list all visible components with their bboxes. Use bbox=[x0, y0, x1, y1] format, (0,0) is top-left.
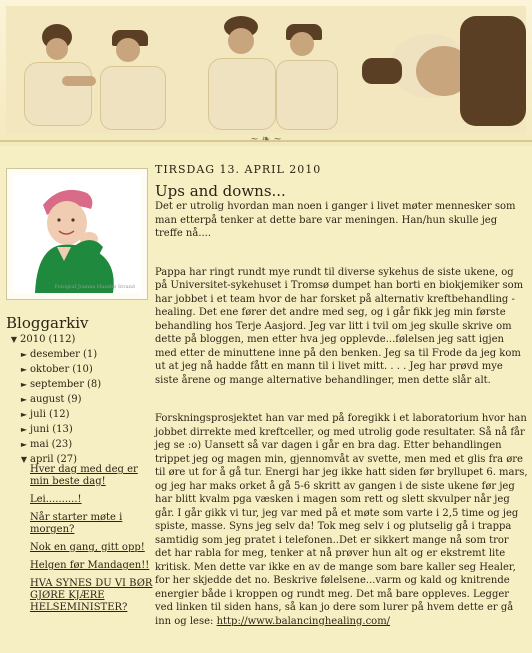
archive-post-link[interactable]: Nok en gang, gitt opp! bbox=[30, 542, 145, 553]
expand-arrow-icon[interactable]: ► bbox=[20, 410, 28, 419]
post-body bbox=[155, 200, 528, 653]
expand-arrow-icon[interactable]: ► bbox=[20, 365, 28, 374]
expand-arrow-icon[interactable]: ► bbox=[20, 395, 28, 404]
profile-photo bbox=[13, 175, 141, 293]
collapse-arrow-icon[interactable]: ▼ bbox=[10, 335, 18, 344]
archive-month-count: (12) bbox=[48, 409, 70, 420]
blog-header bbox=[0, 0, 532, 146]
archive-month-count: (1) bbox=[82, 349, 98, 360]
archive-year-count: (112) bbox=[48, 334, 76, 345]
archive-month-label[interactable]: mai bbox=[30, 439, 49, 450]
archive-month-oktober[interactable] bbox=[8, 362, 154, 377]
archive-month-desember[interactable] bbox=[8, 347, 154, 362]
post-intro: Det er utrolig hvordan man noen i ganger i livet møter mennesker som man etterpå tenker at dette bare var meningen. Han/hun skulle jeg treffe nå.... bbox=[155, 201, 516, 239]
archive-title: Bloggarkiv bbox=[6, 314, 89, 332]
post-date: TIRSDAG 13. APRIL 2010 bbox=[155, 163, 322, 176]
archive-month-label[interactable]: april bbox=[30, 454, 54, 465]
archive-month-count: (8) bbox=[86, 379, 102, 390]
banner-figure-3 bbox=[202, 16, 282, 134]
post-paragraph bbox=[155, 412, 528, 628]
archive-post-link[interactable]: Lei..........! bbox=[30, 494, 82, 505]
header-ornament: ~ ❧ ~ bbox=[250, 134, 282, 145]
banner-figure-2 bbox=[98, 30, 168, 134]
archive-month-count: (27) bbox=[56, 454, 78, 465]
archive-month-juni[interactable] bbox=[8, 422, 154, 437]
expand-arrow-icon[interactable]: ► bbox=[20, 380, 28, 389]
archive-year-label[interactable]: 2010 bbox=[20, 334, 46, 345]
archive-month-september[interactable] bbox=[8, 377, 154, 392]
archive-month-count: (23) bbox=[51, 439, 73, 450]
archive-month-label[interactable]: september bbox=[30, 379, 84, 390]
archive-list bbox=[8, 332, 154, 467]
expand-arrow-icon[interactable]: ► bbox=[20, 440, 28, 449]
archive-post-link[interactable]: Helgen før Mandagen!! bbox=[30, 560, 150, 571]
expand-arrow-icon[interactable]: ► bbox=[20, 425, 28, 434]
photo-caption: Fotograf Joanna Husebø Strand bbox=[54, 284, 135, 290]
post-paragraph: Pappa har ringt rundt mye rundt til diverse sykehus de siste ukene, og på Universitet-sykehuset i Tromsø dumpet han borti en biokjemiker som har jobbet i et team hvor de har forsket på alternativ kreftbehandling - healing. Det ene fører det andre med seg, og i går fikk jeg min første behandling hos Terje Aasjord. Jeg var litt i tvil om jeg skulle skrive om dette på bloggen, men etter hva jeg opplevde...følelsen jeg satt igjen med etter de minuttene inne på den benken. Jeg sa til Frode da jeg kom ut at jeg nå hadde fått en mann til i livet mitt. . . . Jeg har prøvd mye siste årene og mange alternative behandlinger, men dette slår alt. bbox=[155, 266, 524, 386]
profile-photo-frame bbox=[6, 168, 148, 300]
expand-arrow-icon[interactable]: ► bbox=[20, 350, 28, 359]
banner-figure-1 bbox=[18, 24, 98, 134]
post-paragraph-text: Forskningsprosjektet han var med på foregikk i et laboratorium hvor han jobbet dirrekte med kreftceller, og med utrolig gode resultater. Så nå får jeg se :o) Uansett så var dagen i går en bra dag. Etter behandlingen trippet jeg og magen min, gjennomvåt av svette, men med et glis fra øre til øre ut for å gå tur. Energi har jeg ikke hatt siden før bryllupet 6. mars, og jeg har maks orket å gå 5-6 skritt av gangen i de siste ukene før jeg har blitt kvalm pga væsken i magen som rett og slett skvulper når jeg går. I går gikk vi tur, jeg var med på et møte som varte i 2,5 time og jeg spiste, masse. Syns jeg selv da! Tok meg selv i og plutselig gå i trappa samtidig som jeg pratet i telefonen..Det er sikkert mange nå som tror det har rabla for meg, tenker at nå prøver hun alt og er ekstremt lite kritisk. Men dette var ikke en av de mange som bare kaller seg Healer, for her skjedde det no. Beskrive følelsene...varm og kald og knitrende energier både i kroppen og rundt meg. Det må bare oppleves. Legger ved linken til siden hans, så kan jo dere som lurer på hvem dette er gå inn og lese: bbox=[155, 413, 528, 627]
archive-post-link[interactable]: Når starter møte i morgen? bbox=[30, 512, 123, 535]
archive-month-label[interactable]: desember bbox=[30, 349, 80, 360]
archive-post-links bbox=[30, 464, 154, 620]
banner-figure-4 bbox=[274, 24, 340, 134]
archive-month-label[interactable]: oktober bbox=[30, 364, 70, 375]
archive-month-label[interactable]: juni bbox=[30, 424, 50, 435]
collapse-arrow-icon[interactable]: ▼ bbox=[20, 455, 28, 464]
archive-month-august[interactable] bbox=[8, 392, 154, 407]
archive-month-count: (13) bbox=[52, 424, 73, 435]
banner-figure-5 bbox=[362, 16, 526, 134]
archive-year-2010[interactable] bbox=[8, 332, 154, 347]
archive-post-link[interactable]: Hver dag med deg er min beste dag! bbox=[30, 464, 138, 487]
archive-month-count: (10) bbox=[72, 364, 93, 375]
profile-photo-illustration bbox=[13, 175, 141, 293]
post-title[interactable]: Ups and downs... bbox=[155, 182, 286, 200]
archive-post-link[interactable]: HVA SYNES DU VI BØR GJØRE KJÆRE HELSEMINISTER? bbox=[30, 578, 153, 613]
archive-month-label[interactable]: august bbox=[30, 394, 65, 405]
archive-month-mai[interactable] bbox=[8, 437, 154, 452]
archive-month-label[interactable]: juli bbox=[30, 409, 46, 420]
healer-website-link[interactable]: http://www.balancinghealing.com/ bbox=[216, 615, 391, 627]
archive-month-juli[interactable] bbox=[8, 407, 154, 422]
archive-month-count: (9) bbox=[67, 394, 82, 405]
header-banner-photo bbox=[6, 6, 526, 134]
